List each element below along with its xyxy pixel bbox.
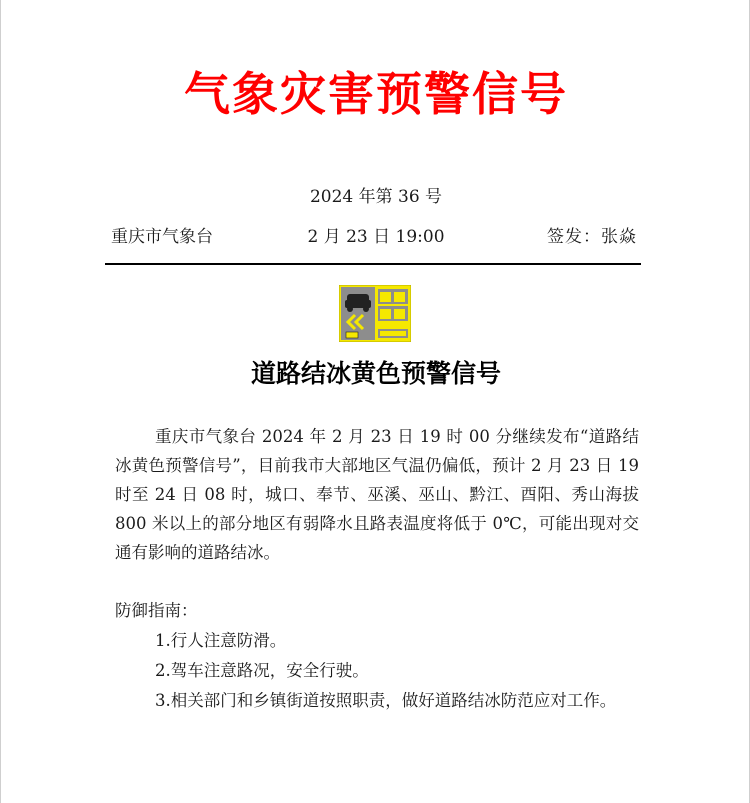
- issue-datetime: 2 月 23 日 19:00: [307, 227, 445, 247]
- issue-number: 2024 年第 36 号: [309, 187, 443, 207]
- signal-title: 道路结冰黄色预警信号: [250, 359, 501, 388]
- defense-guide-heading: 防御指南：: [115, 601, 198, 620]
- guide-item: 3.相关部门和乡镇街道按照职责，做好道路结冰防范应对工作。: [155, 691, 617, 710]
- header-divider: [105, 263, 641, 265]
- guide-item: 1.行人注意防滑。: [155, 631, 287, 650]
- road-icing-yellow-signal-icon: [339, 285, 411, 342]
- guide-item: 2.驾车注意路况，安全行驶。: [155, 661, 369, 680]
- warning-body-paragraph: 重庆市气象台 2024 年 2 月 23 日 19 时 00 分继续发布“道路结冰黄色预警信号”，目前我市大部地区气温仍偏低，预计 2 月 23 日 19 时至 24 日 08 时，城口、奉节、巫溪、巫山、黔江、酉阳、秀山海拔 800 米以上的部分地区有弱降水且路表温度将低于 0℃，可能出现对交通有影响的道路结冰。: [115, 427, 639, 562]
- document-title: 气象灾害预警信号: [184, 67, 568, 121]
- signer-name: 签发：张焱: [547, 227, 637, 247]
- issuer-name: 重庆市气象台: [111, 227, 213, 247]
